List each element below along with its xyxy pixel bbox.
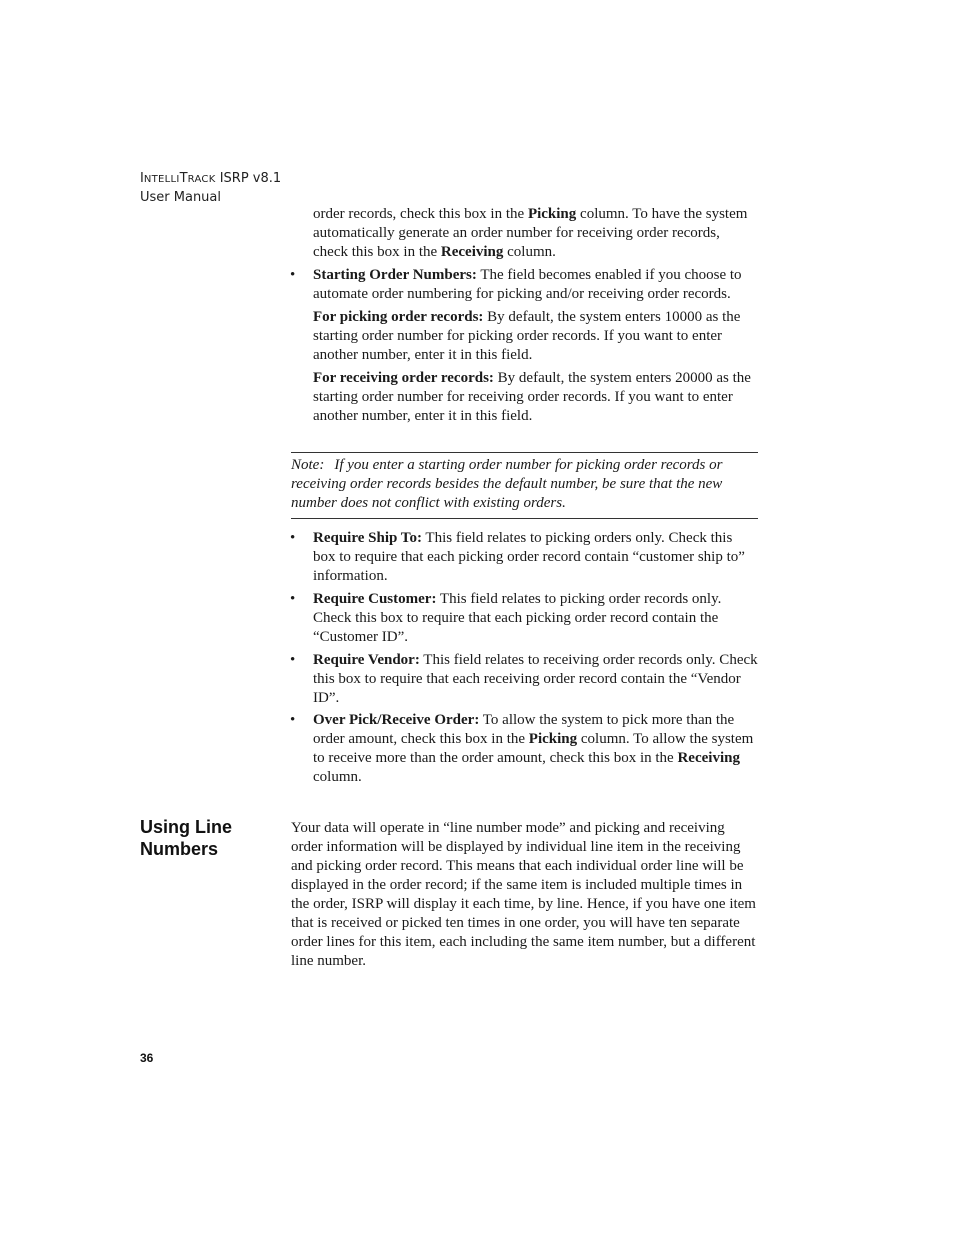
product-title: INTELLITRACK ISRP v8.1	[140, 171, 282, 186]
bullet-dot: •	[290, 652, 296, 668]
bullet-require-customer: • Require Customer: This field relates to picking order records only. Check this box to require that each picking order record contain the “Customer ID”.	[290, 591, 722, 645]
bullet-dot: •	[290, 712, 296, 728]
bullet-require-ship-to: • Require Ship To: This field relates to picking orders only. Check this box to require that each picking order record contain “customer ship to” information.	[290, 530, 745, 584]
note-box	[291, 452, 758, 519]
page-number: 36	[140, 1051, 154, 1065]
bullet-require-vendor: • Require Vendor: This field relates to receiving order records only. Check this box to require that each receiving order record contain the “Vendor ID”.	[290, 652, 758, 706]
running-header	[140, 170, 281, 207]
bullet-starting-order-numbers: • Starting Order Numbers: The field becomes enabled if you choose to automate order numbering for picking and/or receiving order records.	[290, 267, 742, 302]
section-heading: Using Line Numbers	[140, 817, 233, 859]
bullet-dot: •	[290, 267, 296, 283]
receiving-records-paragraph: For receiving order records: By default, the system enters 20000 as the starting order number for receiving order records. If you want to enter another number, enter it in this field.	[313, 370, 751, 424]
bullet-dot: •	[290, 591, 296, 607]
manual-subtitle: User Manual	[140, 190, 222, 205]
note-text: If you enter a starting order number for picking order records or receiving order records besides the default number, be sure that the new number does not conflict with existing orders.	[291, 457, 723, 511]
picking-records-paragraph: For picking order records: By default, the system enters 10000 as the starting order number for picking order records. If you want to enter another number, enter it in this field.	[313, 309, 741, 363]
continuation-paragraph: order records, check this box in the Picking column. To have the system automatically generate an order number for receiving order records, check this box in the Receiving column.	[313, 206, 748, 260]
note-label: Note:	[291, 457, 325, 473]
section-body: Your data will operate in “line number mode” and picking and receiving order information will be displayed by individual line item in the receiving and picking order record. This means that each individual order line will be displayed in the order record; if the same item is included multiple times in the order, ISRP will display it each time, by line. Hence, if you have one item that is received or picked ten times in one order, you will have ten separate order lines for this item, each including the same item number, but a different line number.	[291, 820, 756, 969]
bullet-over-pick-receive: • Over Pick/Receive Order: To allow the system to pick more than the order amount, check this box in the Picking column. To allow the system to receive more than the order amount, check this box in the Receiving column.	[290, 712, 754, 785]
bullet-dot: •	[290, 530, 296, 546]
